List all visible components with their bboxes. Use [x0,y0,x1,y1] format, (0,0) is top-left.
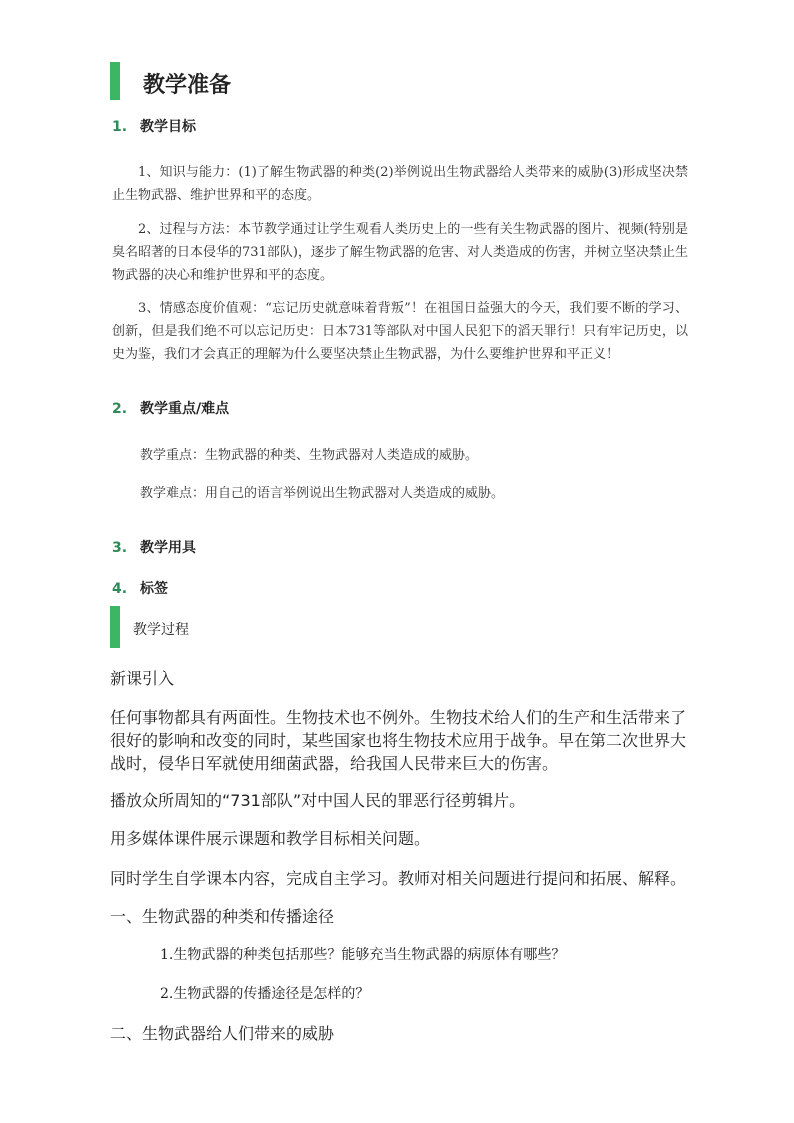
subsection-number: 2. [112,401,128,417]
part1-heading: 一、生物武器的种类和传播途径 [110,907,335,926]
multimedia-paragraph: 用多媒体课件展示课题和教学目标相关问题。 [110,829,431,848]
key-point-text: 教学重点：生物武器的种类、生物武器对人类造成的威胁。 [140,448,479,463]
subsection-heading-tags [112,578,168,598]
subsection-heading-tools [112,537,196,557]
objective-paragraph-3: 3、情感态度价值观：“忘记历史就意味着背叛”！在祖国日益强大的今天，我们要不断的学习、创新，但是我们绝不可以忘记历史：日本731等部队对中国人民犯下的滔天罪行！只有牢记历史，以史为鉴，我们才会真正的理解为什么要坚决禁止生物武器，为什么要维护世界和平正义！ [112,301,688,362]
section-title-preparation: 教学准备 [143,73,232,98]
subsection-heading-keypoints [112,398,229,418]
objective-paragraph-1: 1、知识与能力：(1)了解生物武器的种类(2)举例说出生物武器给人类带来的威胁(3)形成坚决禁止生物武器、维护世界和平的态度。 [112,165,688,203]
intro-paragraph: 任何事物都具有两面性。生物技术也不例外。生物技术给人们的生产和生活带来了很好的影响和改变的同时，某些国家也将生物技术应用于战争。早在第二次世界大战时，侵华日军就使用细菌武器，给我国人民带来巨大的伤害。 [110,708,687,773]
objective-paragraph-2: 2、过程与方法：本节教学通过让学生观看人类历史上的一些有关生物武器的图片、视频(特别是臭名昭著的日本侵华的731部队)，逐步了解生物武器的危害、对人类造成的伤害，并树立坚决禁止生物武器的决心和维护世界和平的态度。 [112,222,688,283]
intro-heading: 新课引入 [110,669,175,688]
section-title-process: 教学过程 [133,622,189,638]
question-2: 2.生物武器的传播途径是怎样的？ [160,986,370,1002]
subsection-label: 标签 [140,581,168,597]
part2-heading: 二、生物武器给人们带来的威胁 [110,1024,335,1043]
film-paragraph: 播放众所周知的“731部队”对中国人民的罪恶行径剪辑片。 [110,791,526,810]
section-marker-bar [110,62,120,100]
subsection-label: 教学用具 [140,540,196,556]
subsection-number: 4. [112,581,128,597]
self-study-paragraph: 同时学生自学课本内容，完成自主学习。教师对相关问题进行提问和拓展、解释。 [110,869,687,888]
subsection-label: 教学目标 [140,119,196,135]
subsection-number: 3. [112,540,128,556]
difficult-point-text: 教学难点：用自己的语言举例说出生物武器对人类造成的威胁。 [140,486,505,501]
question-1: 1.生物武器的种类包括那些？能够充当生物武器的病原体有哪些？ [160,947,566,963]
subsection-number: 1. [112,119,128,135]
section-marker-bar [110,606,120,648]
subsection-heading-objectives [112,116,196,136]
subsection-label: 教学重点/难点 [140,401,230,417]
